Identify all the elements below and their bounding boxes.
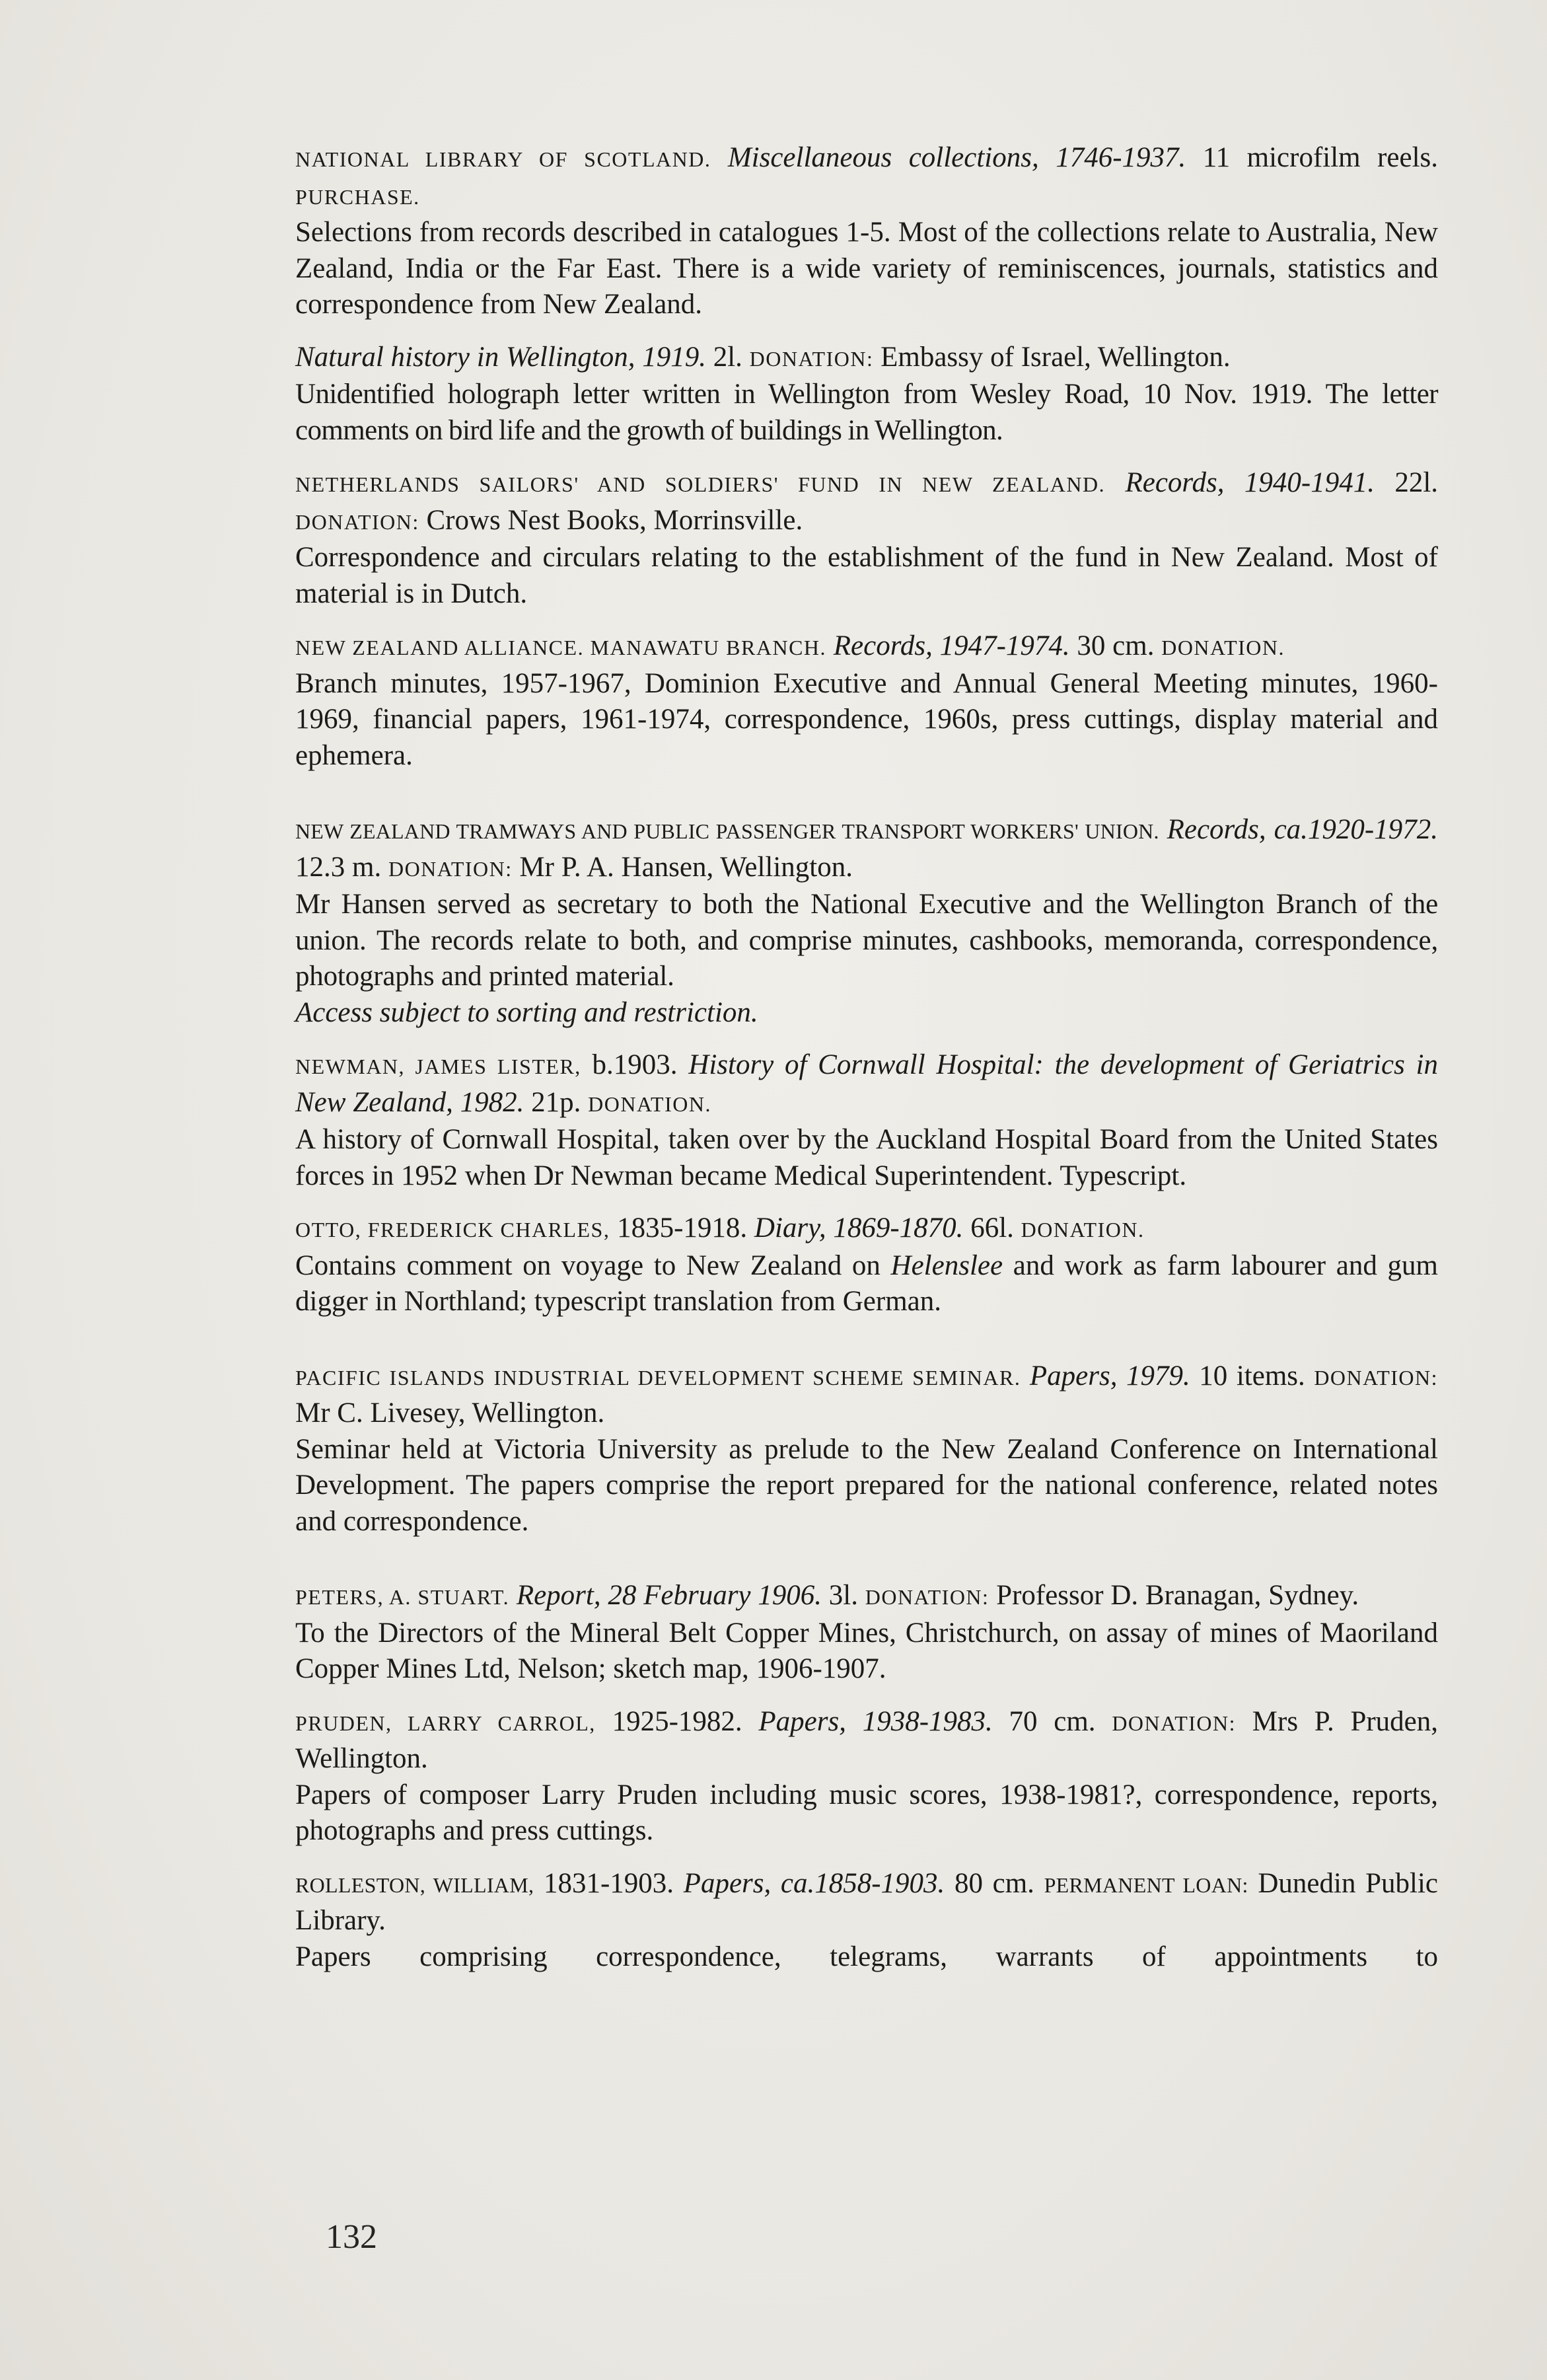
entry-access-note: Access subject to sorting and restriction. — [295, 996, 758, 1028]
entry-acquisition: DONATION. — [1021, 1218, 1145, 1242]
entry-acquisition: DONATION: — [1314, 1365, 1439, 1390]
entry-extent: 11 microfilm reels. — [1202, 142, 1439, 173]
entry-heading — [295, 1866, 1438, 1939]
entry-name: NEW ZEALAND ALLIANCE. MANAWATU BRANCH. — [295, 636, 827, 659]
entry-title: Natural history in Wellington, 1919. — [295, 341, 706, 373]
entry-name: PETERS, A. STUART. — [295, 1585, 510, 1609]
entry-description: Unidentified holograph letter written in Wellington from Wesley Road, 10 Nov. 1919. The letter comments on bird life and the growth of buildings in Wellington. — [295, 379, 1438, 446]
entry-acquisition-source: Professor D. Branagan, Sydney. — [996, 1580, 1359, 1611]
entry-heading — [295, 1047, 1438, 1122]
entry-description: Mr Hansen served as secretary to both the National Executive and the Wellington Branch of the union. The records relate to both, and comprise minutes, cashbooks, memoranda, correspondence, photographs and printed material. — [295, 889, 1438, 992]
entry-name: ROLLESTON, WILLIAM, — [295, 1873, 534, 1897]
entry-description: To the Directors of the Mineral Belt Copper Mines, Christchurch, on assay of mines of Maoriland Copper Mines Ltd, Nelson; sketch map, 1906-1907. — [295, 1617, 1438, 1684]
entry-heading — [295, 628, 1438, 666]
entry-extent: 3l. — [828, 1580, 858, 1611]
entry-extent: 80 cm. — [954, 1867, 1034, 1899]
entry-name: NATIONAL LIBRARY OF SCOTLAND. — [295, 147, 711, 171]
entry-title: Papers, ca.1858-1903. — [683, 1867, 945, 1899]
entry-extent: 10 items. — [1199, 1360, 1305, 1392]
entry-heading — [295, 1210, 1438, 1248]
entry-heading — [295, 140, 1438, 215]
ship-name: Helenslee — [890, 1249, 1003, 1281]
entry-title: Report, 28 February 1906. — [516, 1580, 822, 1611]
entry-heading — [295, 812, 1438, 887]
entry-title: Papers, 1938-1983. — [758, 1705, 993, 1737]
entry-description-part: Contains comment on voyage to New Zealand on — [295, 1249, 891, 1281]
entry-name: PRUDEN, LARRY CARROL, — [295, 1711, 596, 1735]
catalogue-entry — [295, 140, 1438, 323]
entry-heading — [295, 1578, 1438, 1616]
entry-name: NEWMAN, JAMES LISTER, — [295, 1055, 581, 1078]
entry-extent: 70 cm. — [1009, 1705, 1096, 1737]
catalogue-entry — [295, 812, 1438, 1031]
entry-acquisition: DONATION: — [1112, 1711, 1237, 1735]
entry-acquisition: DONATION: — [295, 509, 419, 534]
entry-description: Papers of composer Larry Pruden including music scores, 1938-1981?, correspondence, reports, photographs and press cuttings. — [295, 1779, 1438, 1846]
entry-acquisition: PURCHASE. — [295, 184, 420, 209]
catalogue-entry — [295, 1866, 1438, 1976]
catalogue-entry — [295, 340, 1438, 449]
entry-name: NEW ZEALAND TRAMWAYS AND PUBLIC PASSENGER TRANSPORT WORKERS' UNION. — [295, 819, 1159, 843]
entry-title: Records, 1947-1974. — [833, 630, 1070, 661]
catalogue-entry — [295, 1047, 1438, 1194]
entry-extent: 30 cm. — [1077, 630, 1155, 661]
entry-acquisition-source: Embassy of Israel, Wellington. — [881, 341, 1231, 373]
catalogue-entry — [295, 1578, 1438, 1688]
entry-acquisition: DONATION: — [749, 346, 874, 371]
entry-description: A history of Cornwall Hospital, taken over by the Auckland Hospital Board from the United States forces in 1952 when Dr Newman became Medical Superintendent. Typescript. — [295, 1124, 1438, 1191]
catalogue-entry — [295, 628, 1438, 774]
entry-title: Diary, 1869-1870. — [754, 1212, 964, 1244]
entry-extent: 22l. — [1394, 467, 1439, 498]
entry-acquisition-source: Dunedin Public Library. — [295, 1867, 1439, 1936]
entry-acquisition-source: Mr C. Livesey, Wellington. — [295, 1397, 605, 1429]
entry-title: Records, 1940-1941. — [1125, 467, 1375, 498]
entry-extent: 66l. — [970, 1212, 1014, 1244]
entry-dates: 1835-1918. — [617, 1212, 748, 1244]
entry-heading — [295, 465, 1438, 540]
entry-name: OTTO, FREDERICK CHARLES, — [295, 1218, 610, 1242]
entry-acquisition-source: Crows Nest Books, Morrinsville. — [426, 504, 803, 536]
catalogue-entry — [295, 1704, 1438, 1849]
catalogue-entry — [295, 465, 1438, 612]
entry-title: History of Cornwall Hospital: the development of Geriatrics in New Zealand, 1982. — [295, 1049, 1438, 1118]
entry-title: Records, ca.1920-1972. — [1167, 814, 1438, 845]
entry-description: Seminar held at Victoria University as prelude to the New Zealand Conference on International Development. The papers comprise the report prepared for the national conference, related notes and correspondence. — [295, 1433, 1438, 1537]
entry-name: PACIFIC ISLANDS INDUSTRIAL DEVELOPMENT SCHEME SEMINAR. — [295, 1365, 1021, 1390]
entry-title: Miscellaneous collections, 1746-1937. — [727, 142, 1186, 173]
entry-extent: 2l. — [713, 341, 742, 373]
entry-extent: 21p. — [531, 1086, 581, 1118]
entry-dates: b.1903. — [592, 1049, 678, 1080]
entry-description: Branch minutes, 1957-1967, Dominion Executive and Annual General Meeting minutes, 1960-1969, financial papers, 1961-1974, correspondence, 1960s, press cuttings, display material and ephemera. — [295, 667, 1438, 771]
entry-description-part: and work as farm labourer and gum digger in Northland; typescript translation from German. — [295, 1249, 1438, 1317]
entry-dates: 1831-1903. — [543, 1867, 674, 1899]
entry-description: Papers comprising correspondence, telegrams, warrants of appointments to — [295, 1941, 1438, 1972]
entry-acquisition: PERMANENT LOAN: — [1044, 1873, 1248, 1897]
entry-acquisition: DONATION. — [588, 1092, 711, 1116]
entry-acquisition-source: Mrs P. Pruden, Wellington. — [295, 1705, 1439, 1774]
catalogue-entry — [295, 1210, 1438, 1320]
entry-heading — [295, 1704, 1438, 1777]
entry-extent: 12.3 m. — [295, 851, 382, 883]
page-number: 132 — [326, 2218, 377, 2256]
entry-acquisition: DONATION: — [865, 1585, 989, 1609]
catalogue-text — [295, 140, 1438, 1991]
entry-heading — [295, 340, 1438, 377]
entry-description: Selections from records described in catalogues 1-5. Most of the collections relate to Australia, New Zealand, India or the Far East. There is a wide variety of reminiscences, journals, statistics and correspondence from New Zealand. — [295, 217, 1438, 320]
entry-description — [295, 1248, 1438, 1320]
entry-name: NETHERLANDS SAILORS' AND SOLDIERS' FUND IN NEW ZEALAND. — [295, 472, 1106, 496]
entry-heading — [295, 1358, 1438, 1432]
entry-title: Papers, 1979. — [1029, 1360, 1190, 1392]
entry-description: Correspondence and circulars relating to the establishment of the fund in New Zealand. Most of material is in Dutch. — [295, 542, 1438, 609]
catalogue-entry — [295, 1358, 1438, 1540]
entry-dates: 1925-1982. — [612, 1705, 742, 1737]
entry-acquisition-source: Mr P. A. Hansen, Wellington. — [519, 851, 853, 883]
entry-acquisition: DONATION: — [388, 856, 513, 881]
entry-acquisition: DONATION. — [1161, 636, 1285, 659]
